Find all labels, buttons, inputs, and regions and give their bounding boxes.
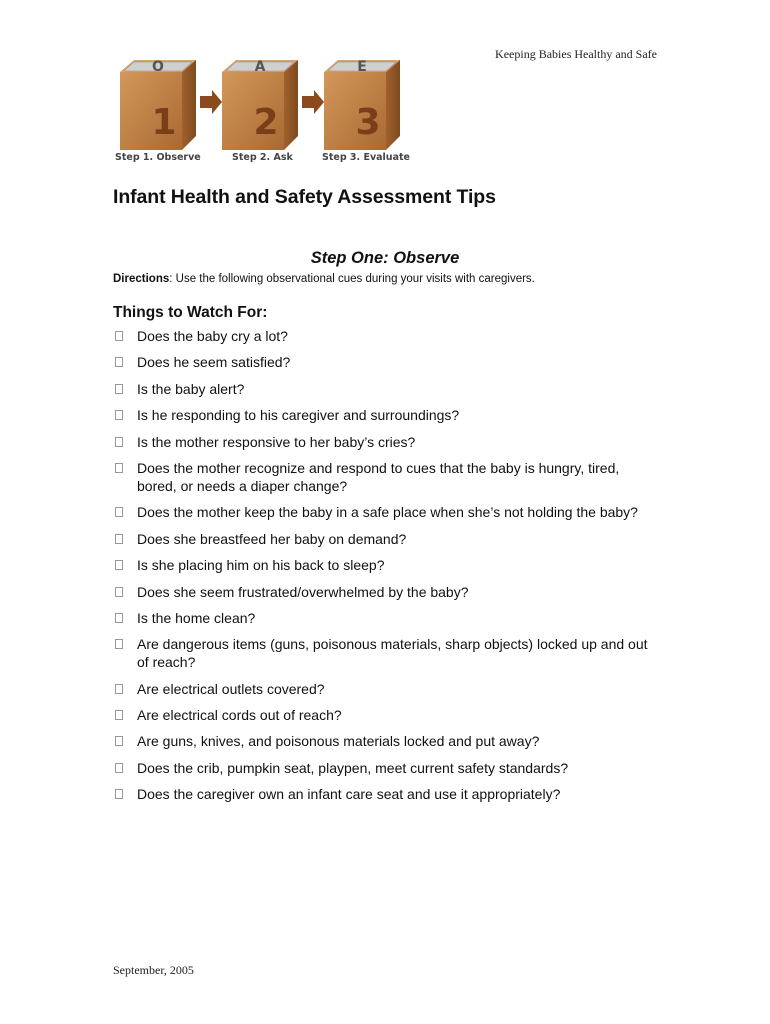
- checkbox-square-icon: [115, 463, 123, 473]
- list-item: [113, 459, 653, 495]
- list-item: [113, 380, 653, 398]
- checkbox-square-icon: [115, 639, 123, 649]
- checkbox-square-icon: [115, 384, 123, 394]
- list-item: [113, 503, 653, 521]
- list-item-text: Is the home clean?: [137, 609, 256, 626]
- checkbox-square-icon: [115, 587, 123, 597]
- list-item-text: Does she breastfeed her baby on demand?: [137, 530, 407, 547]
- checklist: [113, 327, 653, 812]
- page-title: Infant Health and Safety Assessment Tips: [113, 186, 496, 208]
- list-item: [113, 556, 653, 574]
- list-item-text: Are dangerous items (guns, poisonous materials, sharp objects) locked up and out of reach?: [137, 636, 648, 671]
- block-1-letter: O: [152, 59, 164, 75]
- block-3-number: 3: [355, 102, 381, 143]
- checkbox-square-icon: [115, 507, 123, 517]
- list-item: [113, 327, 653, 345]
- list-item-text: Does she seem frustrated/overwhelmed by the baby?: [137, 583, 469, 600]
- block-3: [324, 59, 400, 150]
- list-item: [113, 706, 653, 724]
- step-labels: [112, 152, 412, 166]
- running-header: Keeping Babies Healthy and Safe: [495, 47, 657, 61]
- block-1: [120, 59, 196, 150]
- list-item: [113, 530, 653, 548]
- list-item-text: Does the mother keep the baby in a safe place when she’s not holding the baby?: [137, 504, 638, 521]
- list-item: [113, 680, 653, 698]
- directions-label: Directions: [113, 273, 170, 285]
- list-item: [113, 732, 653, 750]
- step-label-ask: Step 2. Ask: [232, 152, 293, 163]
- list-item-text: Does he seem satisfied?: [137, 354, 291, 371]
- directions: [113, 273, 535, 285]
- checkbox-square-icon: [115, 736, 123, 746]
- checkbox-square-icon: [115, 763, 123, 773]
- list-item: [113, 406, 653, 424]
- list-item-text: Is she placing him on his back to sleep?: [137, 557, 385, 574]
- checkbox-square-icon: [115, 560, 123, 570]
- step-label-observe: Step 1. Observe: [115, 152, 201, 163]
- list-item-text: Is the baby alert?: [137, 380, 245, 397]
- arrow-2-icon: [302, 90, 324, 114]
- step-label-evaluate: Step 3. Evaluate: [322, 152, 410, 163]
- list-item: [113, 759, 653, 777]
- list-item-text: Does the crib, pumpkin seat, playpen, meet current safety standards?: [137, 759, 569, 776]
- list-item-text: Are electrical outlets covered?: [137, 680, 325, 697]
- steps-blocks-graphic: [112, 56, 412, 152]
- oae-steps-logo: [112, 56, 412, 170]
- checkbox-square-icon: [115, 613, 123, 623]
- list-item: [113, 433, 653, 451]
- checkbox-square-icon: [115, 437, 123, 447]
- checkbox-square-icon: [115, 710, 123, 720]
- list-item: [113, 785, 653, 803]
- list-item-text: Is the mother responsive to her baby’s cries?: [137, 433, 416, 450]
- block-2-letter: A: [254, 59, 266, 75]
- list-item-text: Are guns, knives, and poisonous materials locked and put away?: [137, 733, 540, 750]
- watch-heading: Things to Watch For:: [113, 304, 268, 321]
- block-3-letter: E: [357, 59, 367, 75]
- checkbox-square-icon: [115, 534, 123, 544]
- directions-text: : Use the following observational cues during your visits with caregivers.: [169, 273, 535, 285]
- footer-date: September, 2005: [113, 963, 194, 977]
- list-item: [113, 353, 653, 371]
- block-2-number: 2: [253, 102, 279, 143]
- checkbox-square-icon: [115, 357, 123, 367]
- list-item-text: Does the baby cry a lot?: [137, 328, 288, 344]
- arrow-1-icon: [200, 90, 222, 114]
- block-2: [222, 59, 298, 150]
- list-item: [113, 635, 653, 671]
- list-item: [113, 583, 653, 601]
- list-item: [113, 609, 653, 627]
- step-heading: Step One: Observe: [310, 249, 460, 267]
- list-item-text: Does the caregiver own an infant care seat and use it appropriately?: [137, 786, 561, 803]
- checkbox-square-icon: [115, 789, 123, 799]
- block-1-number: 1: [151, 102, 177, 143]
- checkbox-square-icon: [115, 410, 123, 420]
- list-item-text: Are electrical cords out of reach?: [137, 707, 342, 724]
- checkbox-square-icon: [115, 684, 123, 694]
- list-item-text: Is he responding to his caregiver and surroundings?: [137, 407, 460, 424]
- checkbox-square-icon: [115, 331, 123, 341]
- list-item-text: Does the mother recognize and respond to cues that the baby is hungry, tired, bored, or needs a diaper change?: [137, 459, 620, 494]
